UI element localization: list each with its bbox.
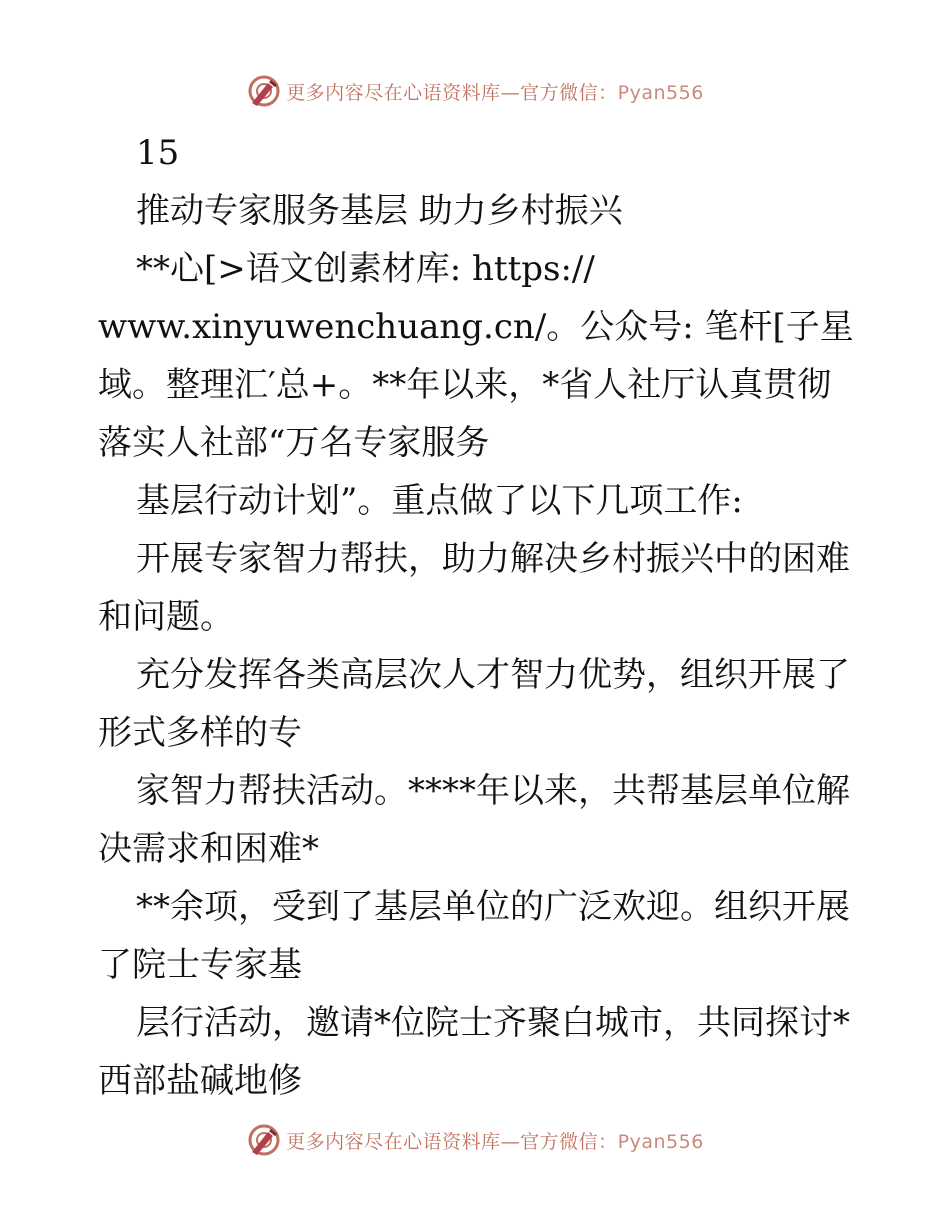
text-line: 家智力帮扶活动。****年以来，共帮基层单位解 <box>136 771 850 811</box>
text-line: 形式多样的专 <box>98 713 302 753</box>
banner-text: 更多内容尽在心语资料库—官方微信：Pyan556 <box>286 1130 704 1153</box>
wechat-id: Pyan556 <box>617 1130 704 1153</box>
banner-text: 更多内容尽在心语资料库—官方微信：Pyan556 <box>286 81 704 104</box>
text-line: **余项，受到了基层单位的广泛欢迎。组织开展 <box>136 887 850 927</box>
text-line: 开展专家智力帮扶，助力解决乡村振兴中的困难 <box>136 539 850 579</box>
text-line: 落实人社部“万名专家服务 <box>98 423 490 463</box>
header-banner <box>0 71 950 111</box>
pen-logo-icon <box>246 73 282 109</box>
page-number: 15 <box>136 133 180 173</box>
document-title: 推动专家服务基层 助力乡村振兴 <box>136 191 623 231</box>
text-line: 充分发挥各类高层次人才智力优势，组织开展了 <box>136 655 850 695</box>
text-line: 层行活动，邀请*位院士齐聚白城市，共同探讨* <box>136 1003 850 1043</box>
footer-banner <box>0 1120 950 1160</box>
document-body <box>98 124 858 1110</box>
text-line: 决需求和困难* <box>98 829 319 869</box>
text-line: www.xinyuwenchuang.cn/。公众号: 笔杆[子星 <box>98 307 854 347</box>
text-line: 了院士专家基 <box>98 945 302 985</box>
text-line: 基层行动计划”。重点做了以下几项工作: <box>136 481 743 521</box>
text-line: **心[>语文创素材库: https:// <box>136 249 595 289</box>
wechat-id: Pyan556 <box>617 81 704 104</box>
text-line: 域。整理汇′总+。**年以来，*省人社厅认真贯彻 <box>98 365 832 405</box>
text-line: 西部盐碱地修 <box>98 1061 302 1101</box>
text-line: 和问题。 <box>98 597 234 637</box>
pen-logo-icon <box>246 1122 282 1158</box>
